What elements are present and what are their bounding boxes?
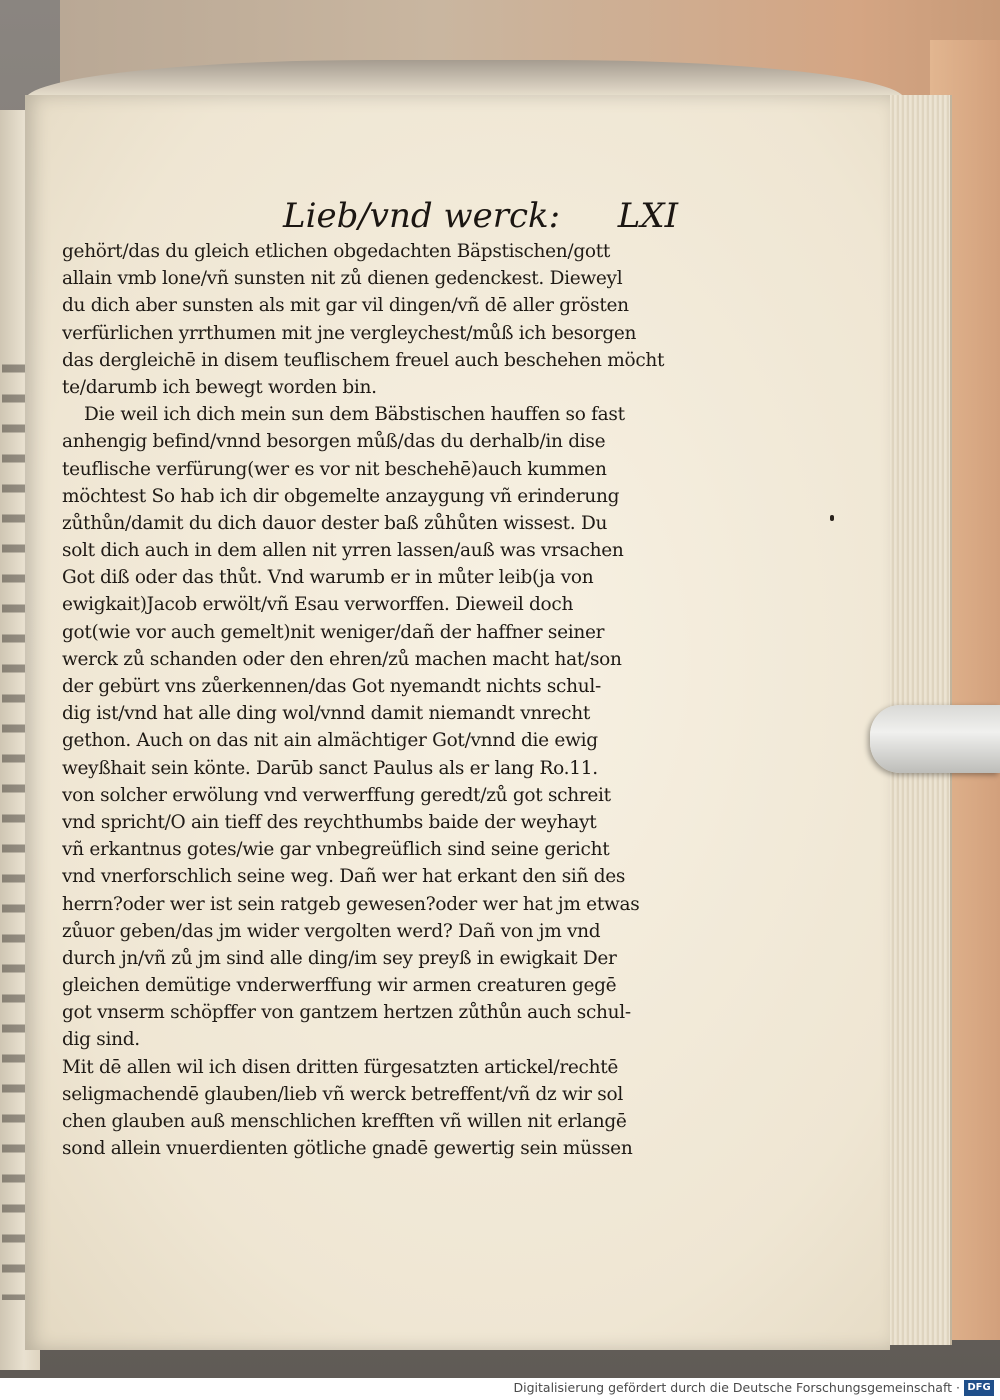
running-head-title: Lieb/vnd werck:: [283, 196, 561, 236]
folio-number: LXI: [617, 196, 678, 236]
text-line: allain vmb lone/vñ sunsten nit zů dienen gedenckest. Dieweyl: [62, 268, 623, 290]
ink-mark: [830, 515, 834, 521]
text-line: anhengig befind/vnnd besorgen můß/das du derhalb/in dise: [62, 431, 606, 453]
text-line: teuflische verfürung(wer es vor nit beschehē)auch kummen: [62, 458, 607, 480]
text-line: weyßhait sein könte. Darūb sanct Paulus als er lang Ro.11.: [62, 757, 598, 779]
text-line: das dergleichē in disem teuflischem freuel auch beschehen möcht: [62, 349, 665, 371]
text-line: got(wie vor auch gemelt)nit weniger/dañ der haffner seiner: [62, 621, 605, 643]
text-line: gethon. Auch on das nit ain almächtiger Got/vnnd die ewig: [62, 730, 598, 752]
text-line: te/darumb ich bewegt worden bin.: [62, 376, 377, 398]
text-line: zůthůn/damit du dich dauor dester baß zůhůten wissest. Du: [62, 512, 608, 534]
text-line: sond allein vnuerdienten götliche gnadē gewertig sein müssen: [62, 1138, 633, 1160]
text-line: durch jn/vñ zů jm sind alle ding/im sey preyß in ewigkait Der: [62, 947, 617, 969]
text-line: vñ erkantnus gotes/wie gar vnbegreüflich sind seine gericht: [62, 839, 610, 861]
text-line: möchtest So hab ich dir obgemelte anzaygung vñ erinderung: [62, 485, 620, 507]
text-line: verfürlichen yrrthumen mit jne vergleychest/můß ich besorgen: [62, 322, 637, 344]
text-line: solt dich auch in dem allen nit yrren lassen/auß was vrsachen: [62, 540, 624, 562]
text-line: dig ist/vnd hat alle ding wol/vnnd damit niemandt vnrecht: [62, 703, 590, 725]
text-line: dig sind.: [62, 1029, 140, 1051]
text-line: zůuor geben/das jm wider vergolten werd? Dañ von jm vnd: [62, 920, 601, 942]
text-line: gleichen demütige vnderwerffung wir armen creaturen gegē: [62, 975, 617, 997]
text-line: seligmachendē glauben/lieb vñ werck betreffent/vñ dz wir sol: [62, 1083, 623, 1105]
text-line: werck zů schanden oder den ehren/zů machen macht hat/son: [62, 648, 622, 670]
text-line: von solcher erwölung vnd verwerffung geredt/zů got schreit: [62, 784, 611, 806]
text-line: vnd vnerforschlich seine weg. Dañ wer hat erkant den siñ des: [62, 866, 626, 888]
text-line: herrn?oder wer ist sein ratgeb gewesen?oder wer hat jm etwas: [62, 893, 640, 915]
text-line: gehört/das du gleich etlichen obgedachten Bäpstischen/gott: [62, 241, 610, 262]
text-line: got vnserm schöpffer von gantzem hertzen zůthůn auch schul-: [62, 1002, 631, 1024]
text-line: Got diß oder das thůt. Vnd warumb er in můter leib(ja von: [62, 567, 594, 589]
text-line: Mit dē allen wil ich disen dritten fürgesatzten artickel/rechtē: [62, 1056, 619, 1078]
running-head: [283, 196, 678, 240]
text-line: ewigkait)Jacob erwölt/vñ Esau verworffen. Dieweil doch: [62, 594, 574, 616]
body-text: [62, 238, 702, 1162]
text-line: du dich aber sunsten als mit gar vil dingen/vñ dē aller grösten: [62, 295, 629, 317]
dfg-logo: DFG: [964, 1380, 994, 1396]
text-line: Die weil ich dich mein sun dem Bäbstischen hauffen so fast: [84, 404, 625, 426]
footer-credit: Digitalisierung gefördert durch die Deutsche Forschungsgemeinschaft ·: [513, 1380, 960, 1395]
text-line: chen glauben auß menschlichen krefften vñ willen nit erlangē: [62, 1111, 627, 1132]
bookmark-slip: [870, 705, 1000, 773]
text-line: der gebürt vns zůerkennen/das Got nyemandt nichts schul-: [62, 676, 601, 697]
text-line: vnd spricht/O ain tieff des reychthumbs baide der weyhayt: [62, 811, 597, 833]
